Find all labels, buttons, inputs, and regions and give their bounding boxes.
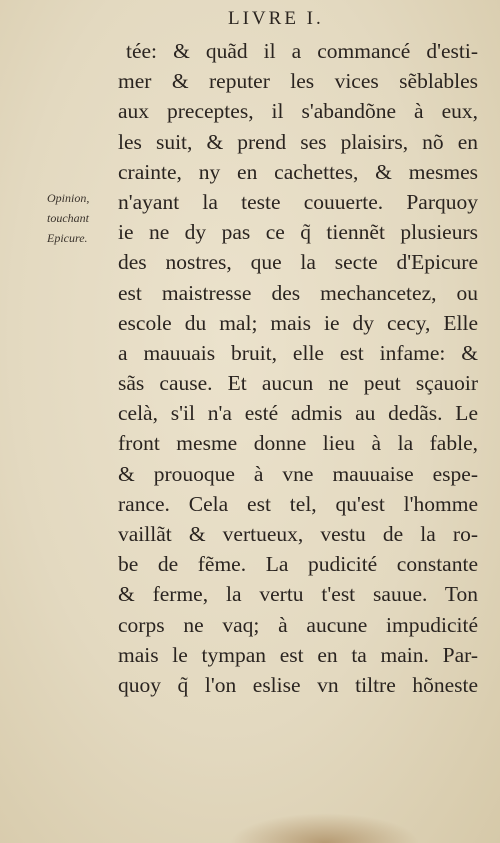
text-line: rance. Cela est tel, qu'est l'homme	[118, 491, 478, 516]
text-line: sãs cause. Et aucun ne peut sçauoir	[118, 371, 478, 396]
text-line: quoy q̃ l'on eslise vn tiltre hõneste	[118, 672, 478, 697]
running-head: LIVRE I.	[228, 8, 324, 29]
text-line: corps ne vaq; à aucune impudicité	[118, 612, 478, 637]
text-line: aux preceptes, il s'abandõne à eux,	[118, 99, 478, 124]
text-line: des nostres, que la secte d'Epicure	[118, 250, 478, 275]
text-line: be de fẽme. La pudicité constante	[118, 552, 478, 577]
text-line: vaillãt & vertueux, vestu de la ro-	[118, 522, 478, 546]
text-line: & prouoque à vne mauuaise espe-	[118, 461, 478, 486]
marginal-note	[47, 188, 117, 248]
text-line: n'ayant la teste couuerte. Parquoy	[118, 189, 478, 214]
text-line: ie ne dy pas ce q̃ tiennẽt plusieurs	[118, 220, 478, 245]
text-line: a mauuais bruit, elle est infame: &	[118, 340, 478, 365]
text-line: mais le tympan est en ta main. Par-	[118, 642, 478, 667]
text-line: front mesme donne lieu à la fable,	[118, 431, 478, 456]
marginal-note-line: touchant	[47, 211, 89, 225]
text-line: est maistresse des mechancetez, ou	[118, 280, 478, 305]
text-line: mer & reputer les vices sẽblables	[118, 69, 478, 94]
marginal-note-line: Opinion,	[47, 191, 90, 205]
text-line: & ferme, la vertu t'est sauue. Ton	[118, 582, 478, 607]
paper-stain	[230, 813, 420, 843]
text-line: les suit, & prend ses plaisirs, nõ en	[118, 129, 478, 154]
text-line: crainte, ny en cachettes, & mesmes	[118, 159, 478, 184]
text-line: celà, s'il n'a esté admis au dedãs. Le	[118, 401, 478, 426]
text-line: escole du mal; mais ie dy cecy, Elle	[118, 310, 478, 335]
body-text	[118, 36, 478, 700]
marginal-note-line: Epicure.	[47, 231, 88, 245]
text-line: tée: & quãd il a commancé d'esti-	[126, 39, 478, 63]
